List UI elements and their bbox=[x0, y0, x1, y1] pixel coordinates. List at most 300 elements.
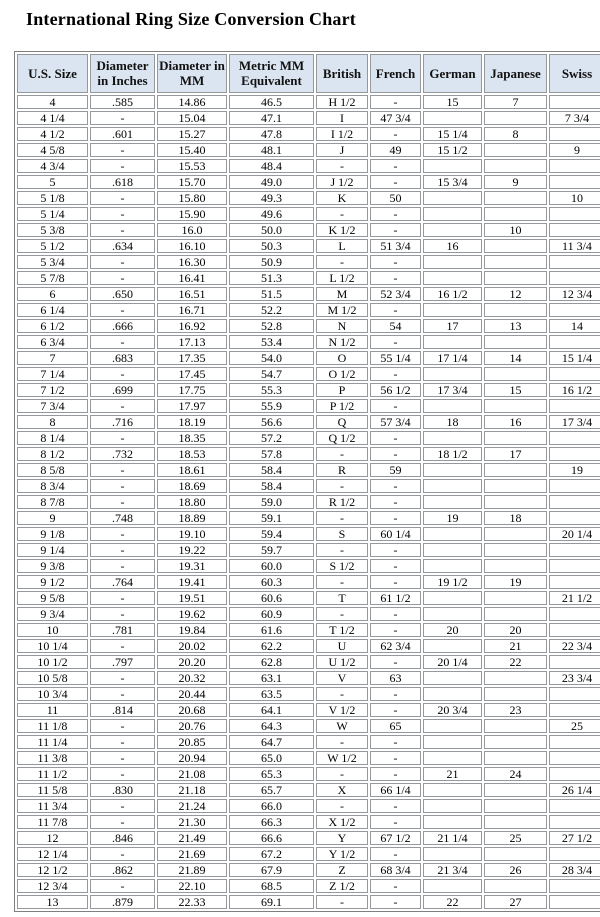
table-cell bbox=[423, 815, 482, 829]
table-cell bbox=[549, 447, 600, 461]
table-cell: - bbox=[370, 207, 421, 221]
table-row bbox=[17, 367, 600, 381]
table-cell bbox=[423, 479, 482, 493]
table-cell: 5 bbox=[17, 175, 88, 189]
table-cell bbox=[549, 623, 600, 637]
table-cell: 48.1 bbox=[229, 143, 314, 157]
table-cell bbox=[423, 335, 482, 349]
column-header-4: British bbox=[316, 54, 368, 93]
table-cell: 17 1/4 bbox=[423, 351, 482, 365]
table-cell: J bbox=[316, 143, 368, 157]
table-cell: .732 bbox=[90, 447, 155, 461]
table-cell: - bbox=[370, 367, 421, 381]
table-cell: J 1/2 bbox=[316, 175, 368, 189]
table-cell: 10 1/2 bbox=[17, 655, 88, 669]
column-header-3: Metric MM Equivalent bbox=[229, 54, 314, 93]
table-cell: - bbox=[90, 223, 155, 237]
table-cell bbox=[423, 303, 482, 317]
table-row bbox=[17, 495, 600, 509]
table-cell: 47.8 bbox=[229, 127, 314, 141]
table-cell: 49.6 bbox=[229, 207, 314, 221]
table-cell: 21.24 bbox=[157, 799, 227, 813]
table-cell: 14 bbox=[484, 351, 547, 365]
table-row bbox=[17, 207, 600, 221]
table-row bbox=[17, 703, 600, 717]
table-cell: 15 bbox=[423, 95, 482, 109]
table-cell bbox=[484, 799, 547, 813]
table-cell bbox=[549, 703, 600, 717]
table-cell: 17 bbox=[423, 319, 482, 333]
column-header-7: Japanese bbox=[484, 54, 547, 93]
table-row bbox=[17, 879, 600, 893]
table-cell: .814 bbox=[90, 703, 155, 717]
table-cell bbox=[423, 687, 482, 701]
table-cell: 63.1 bbox=[229, 671, 314, 685]
table-cell: 68.5 bbox=[229, 879, 314, 893]
table-cell: - bbox=[90, 687, 155, 701]
table-cell: - bbox=[370, 271, 421, 285]
table-cell: 22.33 bbox=[157, 895, 227, 909]
table-cell: 49.0 bbox=[229, 175, 314, 189]
table-cell: .862 bbox=[90, 863, 155, 877]
table-cell bbox=[484, 207, 547, 221]
table-cell bbox=[423, 591, 482, 605]
table-cell: 11 3/4 bbox=[549, 239, 600, 253]
table-cell: 13 bbox=[17, 895, 88, 909]
table-cell: - bbox=[90, 463, 155, 477]
table-cell bbox=[549, 895, 600, 909]
table-cell: 10 bbox=[17, 623, 88, 637]
table-cell bbox=[549, 575, 600, 589]
table-cell: U 1/2 bbox=[316, 655, 368, 669]
table-cell: 17 3/4 bbox=[549, 415, 600, 429]
table-cell: 65.3 bbox=[229, 767, 314, 781]
table-cell: .781 bbox=[90, 623, 155, 637]
table-cell: 18.53 bbox=[157, 447, 227, 461]
table-cell: 20.68 bbox=[157, 703, 227, 717]
table-cell: - bbox=[90, 303, 155, 317]
table-cell: 20.20 bbox=[157, 655, 227, 669]
table-cell: - bbox=[90, 143, 155, 157]
table-row bbox=[17, 415, 600, 429]
table-cell: 59 bbox=[370, 463, 421, 477]
table-cell: 9 bbox=[17, 511, 88, 525]
table-cell bbox=[423, 255, 482, 269]
table-cell: 20 1/4 bbox=[549, 527, 600, 541]
table-cell: 11 7/8 bbox=[17, 815, 88, 829]
table-cell: 9 3/8 bbox=[17, 559, 88, 573]
table-row bbox=[17, 479, 600, 493]
table-cell: .797 bbox=[90, 655, 155, 669]
table-cell: 18.69 bbox=[157, 479, 227, 493]
table-cell: 18.80 bbox=[157, 495, 227, 509]
table-cell bbox=[484, 751, 547, 765]
table-cell: 9 3/4 bbox=[17, 607, 88, 621]
table-cell: 14.86 bbox=[157, 95, 227, 109]
table-cell bbox=[484, 367, 547, 381]
table-cell: 18 1/2 bbox=[423, 447, 482, 461]
table-row bbox=[17, 623, 600, 637]
table-row bbox=[17, 543, 600, 557]
table-cell bbox=[423, 223, 482, 237]
table-cell: .634 bbox=[90, 239, 155, 253]
table-cell: 57.8 bbox=[229, 447, 314, 461]
table-row bbox=[17, 271, 600, 285]
table-cell bbox=[549, 479, 600, 493]
table-cell: - bbox=[90, 719, 155, 733]
table-cell bbox=[484, 719, 547, 733]
table-cell: 52 3/4 bbox=[370, 287, 421, 301]
table-cell: 5 1/4 bbox=[17, 207, 88, 221]
table-cell: 20.76 bbox=[157, 719, 227, 733]
table-cell: 21.69 bbox=[157, 847, 227, 861]
table-cell bbox=[423, 639, 482, 653]
table-cell: H 1/2 bbox=[316, 95, 368, 109]
table-cell: - bbox=[316, 607, 368, 621]
table-cell: .748 bbox=[90, 511, 155, 525]
table-cell: 21 1/2 bbox=[549, 591, 600, 605]
table-cell: 11 3/8 bbox=[17, 751, 88, 765]
table-cell: 17.97 bbox=[157, 399, 227, 413]
table-cell bbox=[549, 303, 600, 317]
table-cell: 20 1/4 bbox=[423, 655, 482, 669]
table-cell bbox=[549, 95, 600, 109]
table-cell: N 1/2 bbox=[316, 335, 368, 349]
table-cell: 9 1/8 bbox=[17, 527, 88, 541]
column-header-2: Diameter in MM bbox=[157, 54, 227, 93]
table-cell: Y 1/2 bbox=[316, 847, 368, 861]
table-cell bbox=[423, 783, 482, 797]
table-cell bbox=[423, 159, 482, 173]
table-cell bbox=[549, 159, 600, 173]
table-row bbox=[17, 639, 600, 653]
table-cell: 51.5 bbox=[229, 287, 314, 301]
table-cell: 21 bbox=[423, 767, 482, 781]
table-cell bbox=[423, 271, 482, 285]
table-cell: 56.6 bbox=[229, 415, 314, 429]
table-cell: - bbox=[316, 543, 368, 557]
table-cell: - bbox=[370, 559, 421, 573]
table-cell bbox=[549, 495, 600, 509]
table-row bbox=[17, 447, 600, 461]
table-cell: - bbox=[370, 127, 421, 141]
table-header bbox=[17, 54, 600, 93]
table-cell: 4 1/2 bbox=[17, 127, 88, 141]
table-cell bbox=[549, 735, 600, 749]
table-cell bbox=[484, 879, 547, 893]
table-cell: 61.6 bbox=[229, 623, 314, 637]
table-cell: 8 bbox=[484, 127, 547, 141]
table-cell: .830 bbox=[90, 783, 155, 797]
table-cell: 20.02 bbox=[157, 639, 227, 653]
table-cell: 64.7 bbox=[229, 735, 314, 749]
table-cell: 69.1 bbox=[229, 895, 314, 909]
table-cell: 11 1/2 bbox=[17, 767, 88, 781]
table-cell: 62.8 bbox=[229, 655, 314, 669]
table-row bbox=[17, 799, 600, 813]
column-header-5: French bbox=[370, 54, 421, 93]
table-cell: 19.10 bbox=[157, 527, 227, 541]
table-cell bbox=[423, 799, 482, 813]
table-cell: Q bbox=[316, 415, 368, 429]
table-cell bbox=[549, 799, 600, 813]
table-cell: - bbox=[370, 223, 421, 237]
table-cell: - bbox=[90, 543, 155, 557]
table-cell: .666 bbox=[90, 319, 155, 333]
table-cell: - bbox=[90, 815, 155, 829]
table-cell: 21 1/4 bbox=[423, 831, 482, 845]
table-cell: 15.70 bbox=[157, 175, 227, 189]
table-cell bbox=[549, 399, 600, 413]
table-cell bbox=[549, 543, 600, 557]
table-cell: .618 bbox=[90, 175, 155, 189]
table-cell: - bbox=[90, 767, 155, 781]
table-cell: 64.1 bbox=[229, 703, 314, 717]
table-cell: 20 bbox=[484, 623, 547, 637]
table-cell: - bbox=[370, 879, 421, 893]
table-cell: 63 bbox=[370, 671, 421, 685]
table-cell: - bbox=[370, 607, 421, 621]
table-cell: 7 3/4 bbox=[549, 111, 600, 125]
table-cell: 6 1/2 bbox=[17, 319, 88, 333]
table-cell: 12 bbox=[17, 831, 88, 845]
table-cell: 10 5/8 bbox=[17, 671, 88, 685]
table-cell: 65 bbox=[370, 719, 421, 733]
table-cell: 59.4 bbox=[229, 527, 314, 541]
table-cell bbox=[484, 191, 547, 205]
table-cell: 19 bbox=[423, 511, 482, 525]
table-cell: 65.0 bbox=[229, 751, 314, 765]
table-cell: 19 bbox=[484, 575, 547, 589]
table-cell: 58.4 bbox=[229, 463, 314, 477]
table-cell: - bbox=[316, 767, 368, 781]
table-cell: 25 bbox=[484, 831, 547, 845]
table-cell: 8 5/8 bbox=[17, 463, 88, 477]
table-cell: S bbox=[316, 527, 368, 541]
table-row bbox=[17, 255, 600, 269]
table-cell: 47.1 bbox=[229, 111, 314, 125]
table-cell: 63.5 bbox=[229, 687, 314, 701]
table-cell: 16.0 bbox=[157, 223, 227, 237]
table-cell: 10 bbox=[549, 191, 600, 205]
table-cell: .650 bbox=[90, 287, 155, 301]
table-cell: - bbox=[316, 575, 368, 589]
table-row bbox=[17, 767, 600, 781]
table-cell: 21.08 bbox=[157, 767, 227, 781]
table-cell: 11 5/8 bbox=[17, 783, 88, 797]
table-cell bbox=[549, 207, 600, 221]
table-row bbox=[17, 463, 600, 477]
table-cell: 16.41 bbox=[157, 271, 227, 285]
table-cell: S 1/2 bbox=[316, 559, 368, 573]
table-row bbox=[17, 783, 600, 797]
table-cell: 4 1/4 bbox=[17, 111, 88, 125]
table-row bbox=[17, 159, 600, 173]
table-cell: 19 1/2 bbox=[423, 575, 482, 589]
table-cell: 17 3/4 bbox=[423, 383, 482, 397]
table-cell bbox=[484, 815, 547, 829]
table-cell: - bbox=[90, 799, 155, 813]
table-cell: 16.51 bbox=[157, 287, 227, 301]
table-cell: X 1/2 bbox=[316, 815, 368, 829]
table-cell: N bbox=[316, 319, 368, 333]
table-cell: - bbox=[370, 575, 421, 589]
table-cell: 21 3/4 bbox=[423, 863, 482, 877]
table-cell: - bbox=[316, 687, 368, 701]
table-row bbox=[17, 511, 600, 525]
table-row bbox=[17, 383, 600, 397]
table-cell: 26 1/4 bbox=[549, 783, 600, 797]
table-cell bbox=[423, 559, 482, 573]
table-cell: 65.7 bbox=[229, 783, 314, 797]
table-cell: - bbox=[90, 479, 155, 493]
table-cell: 60.6 bbox=[229, 591, 314, 605]
table-cell bbox=[484, 111, 547, 125]
table-cell: I 1/2 bbox=[316, 127, 368, 141]
table-cell: 16.10 bbox=[157, 239, 227, 253]
table-cell: 17.35 bbox=[157, 351, 227, 365]
table-cell: 15 1/2 bbox=[423, 143, 482, 157]
table-cell: 18.19 bbox=[157, 415, 227, 429]
table-cell: - bbox=[90, 255, 155, 269]
table-cell bbox=[549, 335, 600, 349]
table-cell: 22 bbox=[423, 895, 482, 909]
table-cell bbox=[484, 591, 547, 605]
table-cell: 54 bbox=[370, 319, 421, 333]
table-row bbox=[17, 111, 600, 125]
table-cell: I bbox=[316, 111, 368, 125]
table-cell bbox=[549, 367, 600, 381]
table-cell: 15.27 bbox=[157, 127, 227, 141]
table-cell: 50.3 bbox=[229, 239, 314, 253]
table-cell: 20 bbox=[423, 623, 482, 637]
table-cell: 12 1/2 bbox=[17, 863, 88, 877]
table-row bbox=[17, 735, 600, 749]
table-cell: V 1/2 bbox=[316, 703, 368, 717]
table-cell: - bbox=[370, 95, 421, 109]
table-cell: 67 1/2 bbox=[370, 831, 421, 845]
table-cell: 15.53 bbox=[157, 159, 227, 173]
table-cell: 5 3/8 bbox=[17, 223, 88, 237]
table-cell: 54.0 bbox=[229, 351, 314, 365]
table-cell: 8 bbox=[17, 415, 88, 429]
table-cell: - bbox=[370, 623, 421, 637]
table-cell bbox=[423, 735, 482, 749]
table-cell: 12 3/4 bbox=[549, 287, 600, 301]
table-cell: - bbox=[90, 591, 155, 605]
table-cell: 17.45 bbox=[157, 367, 227, 381]
table-cell: - bbox=[90, 335, 155, 349]
table-row bbox=[17, 751, 600, 765]
table-cell: 61 1/2 bbox=[370, 591, 421, 605]
table-cell: 8 3/4 bbox=[17, 479, 88, 493]
table-cell bbox=[484, 239, 547, 253]
table-cell: 9 1/2 bbox=[17, 575, 88, 589]
table-cell: 23 3/4 bbox=[549, 671, 600, 685]
table-cell: - bbox=[90, 879, 155, 893]
table-cell: 15 3/4 bbox=[423, 175, 482, 189]
table-cell bbox=[423, 751, 482, 765]
table-cell: 7 3/4 bbox=[17, 399, 88, 413]
table-cell: 19.41 bbox=[157, 575, 227, 589]
table-row bbox=[17, 591, 600, 605]
table-cell: 59.7 bbox=[229, 543, 314, 557]
table-cell: 18 bbox=[484, 511, 547, 525]
table-cell: .879 bbox=[90, 895, 155, 909]
table-cell: 28 3/4 bbox=[549, 863, 600, 877]
table-cell bbox=[423, 111, 482, 125]
table-cell: - bbox=[316, 511, 368, 525]
table-cell: - bbox=[370, 511, 421, 525]
table-cell bbox=[423, 495, 482, 509]
table-cell: M 1/2 bbox=[316, 303, 368, 317]
table-cell: - bbox=[370, 815, 421, 829]
table-cell bbox=[549, 767, 600, 781]
table-cell bbox=[423, 431, 482, 445]
table-cell: - bbox=[90, 751, 155, 765]
table-cell: 24 bbox=[484, 767, 547, 781]
table-cell: - bbox=[90, 399, 155, 413]
table-cell bbox=[549, 271, 600, 285]
table-cell: 5 1/8 bbox=[17, 191, 88, 205]
table-cell: 66.3 bbox=[229, 815, 314, 829]
table-row bbox=[17, 143, 600, 157]
table-cell: - bbox=[370, 479, 421, 493]
table-cell: 11 bbox=[17, 703, 88, 717]
table-cell bbox=[484, 159, 547, 173]
table-cell bbox=[549, 223, 600, 237]
table-header-row bbox=[17, 54, 600, 93]
table-cell: - bbox=[370, 255, 421, 269]
ring-size-conversion-table bbox=[14, 51, 600, 912]
table-cell: 8 1/4 bbox=[17, 431, 88, 445]
table-cell: - bbox=[316, 895, 368, 909]
table-cell bbox=[484, 399, 547, 413]
table-cell: 15.40 bbox=[157, 143, 227, 157]
table-cell: 16.92 bbox=[157, 319, 227, 333]
table-cell: 6 1/4 bbox=[17, 303, 88, 317]
table-cell: 52.8 bbox=[229, 319, 314, 333]
table-cell: - bbox=[90, 367, 155, 381]
column-header-1: Diameter in Inches bbox=[90, 54, 155, 93]
page-title: International Ring Size Conversion Chart bbox=[26, 9, 357, 29]
table-cell: - bbox=[90, 671, 155, 685]
table-body bbox=[17, 95, 600, 909]
table-cell: - bbox=[370, 703, 421, 717]
table-cell: 19.51 bbox=[157, 591, 227, 605]
table-cell: - bbox=[370, 447, 421, 461]
table-cell: - bbox=[316, 255, 368, 269]
table-cell: 20.85 bbox=[157, 735, 227, 749]
table-cell: 11 1/8 bbox=[17, 719, 88, 733]
table-cell bbox=[423, 543, 482, 557]
table-cell: 60 1/4 bbox=[370, 527, 421, 541]
table-cell: 12 3/4 bbox=[17, 879, 88, 893]
table-cell: W 1/2 bbox=[316, 751, 368, 765]
table-cell: 17.13 bbox=[157, 335, 227, 349]
column-header-6: German bbox=[423, 54, 482, 93]
table-row bbox=[17, 719, 600, 733]
table-cell: - bbox=[316, 159, 368, 173]
table-cell: X bbox=[316, 783, 368, 797]
column-header-0: U.S. Size bbox=[17, 54, 88, 93]
table-cell: .699 bbox=[90, 383, 155, 397]
table-cell: L 1/2 bbox=[316, 271, 368, 285]
table-cell: 64.3 bbox=[229, 719, 314, 733]
table-cell bbox=[549, 511, 600, 525]
table-cell: P 1/2 bbox=[316, 399, 368, 413]
table-cell: K bbox=[316, 191, 368, 205]
